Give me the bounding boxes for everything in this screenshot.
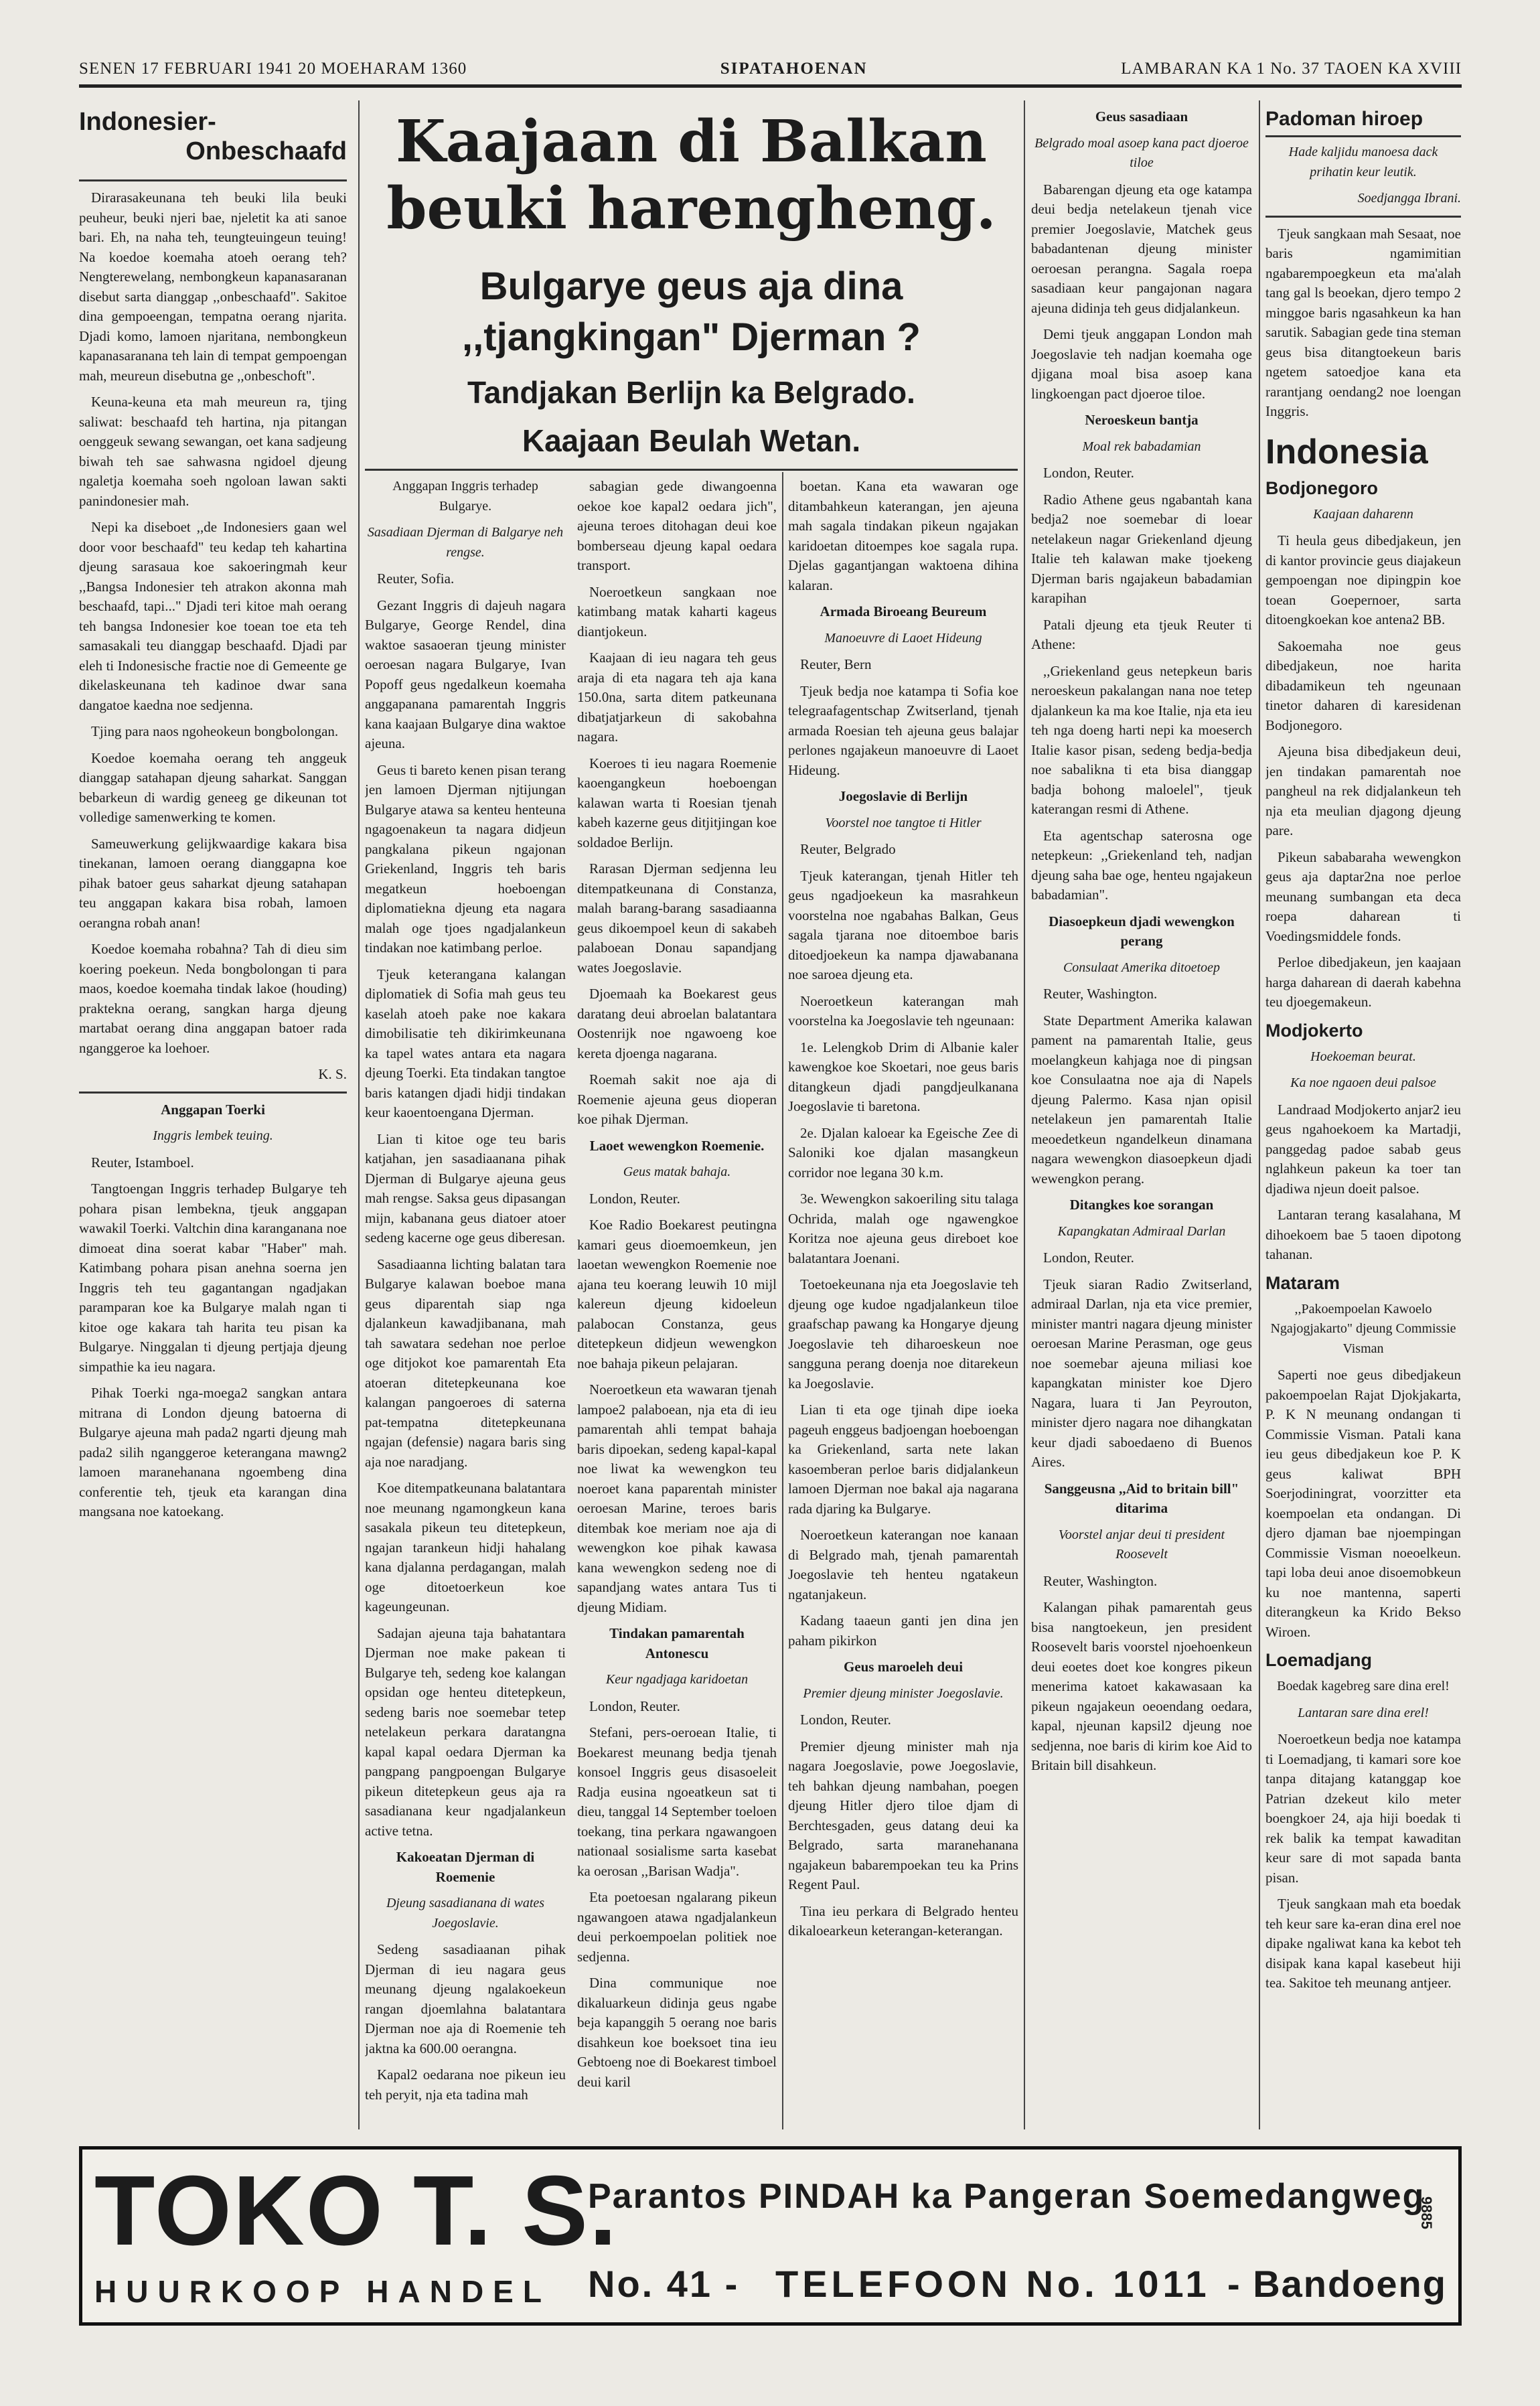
ad-address: No. 41 - [588, 2263, 740, 2305]
subheading-kicker: Hoekoeman beurat. [1310, 1049, 1416, 1064]
masthead-date: SENEN 17 FEBRUARI 1941 20 MOEHARAM 1360 [79, 60, 467, 78]
article-paragraph: Gezant Inggris di dajeuh nagara Bulgarye, George Rendel, dina waktoe sasaoeran tjeung minister oeroesan nagara Bulgarye, Ivan Popoff geus ngedalkeun koemaha anggapanana pamarentah Inggris kana kaajaan Bulgarye dina waktoe ajeuna. [365, 597, 566, 751]
article-paragraph: Kapal2 oedarana noe pikeun ieu teh peryit, nja eta tadina mah [365, 2066, 566, 2103]
subheading: Geus maroeleh deui [843, 1659, 964, 1675]
article-paragraph: Tjeuk sangkaan mah eta boedak teh keur sare ka-eran dina erel noe dipake ngaliwat kana ka kebot teh disipak kana kapal kasebeut hiji tea. Sakitoe teh meunang antjeer. [1265, 1896, 1461, 1991]
article-paragraph: Ti heula geus dibedjakeun, jen di kantor provincie geus diajakeun gempoengan noe dipingpin koe toean Goepernoer, sarta ditoengkoekan koe antena2 BB. [1265, 532, 1461, 627]
subheading-kicker: Lantaran sare dina erel! [1298, 1705, 1429, 1720]
article-paragraph: Tjeuk sangkaan mah Sesaat, noe baris ngamimitian ngabarempoegkeun eta ma'alah tang gal ls beoekan, djero tempo 2 minggoe baris ngasahkeun ka han sarutik. Sabagian gede tina steman geus bisa ditangtoekeun baris ngetem satoedjoe kana eta rarantjang oendang2 noe loengan Inggris. [1265, 225, 1461, 419]
article-paragraph: Keuna-keuna eta mah meureun ra, tjing saliwat: beschaafd teh hartina, nja pitangan oenggeuk sewang sewangan, oet kana sadjeung biwah teh sae sahwasna ngidoel djeung ngaletja koemaha soeh ngoloan lawan sakti panindonesier mah. [79, 394, 347, 509]
author-signature: K. S. [318, 1066, 347, 1082]
subheading: Mataram [1265, 1272, 1340, 1293]
article-paragraph: Lian ti kitoe oge teu baris katjahan, jen sasadiaanana pihak Djerman di Bulgarye ajeuna geus mah rengse. Saksa geus dipasangan mijn, kabanana geus diatoer atoer sedeng kacerne oge geus diberesan. [365, 1130, 566, 1246]
section-title-indonesia: Indonesia [1265, 432, 1428, 471]
subheading-kicker: Sasadiaan Djerman di Balgarye neh rengse. [367, 525, 564, 560]
article-paragraph: Tina ieu perkara di Belgrado henteu dikaloearkeun keterangan-keterangan. [788, 1902, 1018, 1939]
article-paragraph: Sasadiaanna lichting balatan tara Bulgarye kalawan boeboe mana geus diparentah siap nga djalankeun kawadjibanana, mah tah sawatara sedehan noe perloe oge ditjokot koe pamarentah Eta atoeran ditetepkeunana koe kalangan pangoeroes di saterna pat-tempatna ditetepkeunana ngajan (defensie) nagara baris sing aja noe naradjang. [365, 1256, 566, 1470]
subheading-kicker: Ka noe ngaoen deui palsoe [1290, 1075, 1436, 1090]
masthead-sheet: LAMBARAN KA 1 No. 37 TAOEN KA XVIII [1121, 60, 1462, 78]
dateline: Reuter, Bern [800, 656, 872, 672]
ad-side-number: 9885 [1418, 2196, 1435, 2229]
masthead [79, 54, 1462, 88]
article-paragraph: Tjeuk siaran Radio Zwitserland, admiraal Darlan, nja eta vice premier, minister mantri nagara djeung minister oeroesan Marine Perasman, oge geus noe soemebar ajeuna miliasi koe kapangkatan minister koe Djero Nagara, luara ti Jan Peyrouton, minister djero nagara noe dihangkatan keur djadi saboedaeno di Buenos Aires. [1031, 1276, 1252, 1470]
article-paragraph: Eta poetoesan ngalarang pikeun ngawangoen atawa ngadjalankeun deui perkoempoelan politiek noe sedjenna. [577, 1889, 777, 1965]
article-paragraph: Patali djeung eta tjeuk Reuter ti Athene: [1031, 616, 1252, 652]
article-paragraph: Kalangan pihak pamarentah geus bisa nangtoekeun, jen president Roosevelt baris voorstel njoehoenkeun deui eoetes doet koe kongres pikeun menerima katoet kakawasaan ka pikeun ngajakeun oeoendang oedara, kapal, njeunan kapsil2 djeung noe sedjenna, noe baris di kirim koe Aid to Britain bill disahkeun. [1031, 1599, 1252, 1773]
subheading: Anggapan Toerki [161, 1101, 265, 1118]
headline-3: Tandjakan Berlijn ka Belgrado. [467, 375, 915, 410]
subheading: Anggapan Inggris terhadep Bulgarye. [392, 479, 538, 514]
divider [365, 469, 1018, 471]
article-paragraph: Tangtoengan Inggris terhadep Bulgarye teh pohara pisan lembekna, tjeuk anggapan wawakil Toerki. Valtchin dina karanganana noe dimoeat dina soerat kabar "Haber" mah. Katimbang pohara pisan anehna soerna jen Inggris teh teu gagantangan ngadjakan paramparan koe ka Bulgarye malah ngan ti kitoe oge kakara tah harita teu pisan ka Bulgarye. Ninggalan ti djeung pertjaja djeung simpathie ka ieu nagara. [79, 1181, 347, 1375]
subheading: Joegoslavie di Berlijn [838, 788, 968, 804]
article-paragraph: Sameuwerkung gelijkwaardige kakara bisa tinekanan, lamoen oerang dianggapna koe pihak batoer geus saharkat djeung satahapan teu anggapan kakara bisa robah, lamoen oerangna robah anan! [79, 835, 347, 931]
article-paragraph: Koedoe koemaha robahna? Tah di dieu sim koering poekeun. Neda bongbolongan ti para maos, koedoe koemaha tindak lakoe (houding) praktekna oerang, sangkan harga djeung martabat oerang dina anggapan batoer rada nganggeroe ka loehoer. [79, 941, 347, 1056]
article-paragraph: Kaajaan di ieu nagara teh geus araja di eta nagara teh aja kana 150.0na, sarta ditem patkeunana dibatjatjarkeun di sakobahna nagara. [577, 650, 777, 745]
article-paragraph: Sedeng sasadiaanan pihak Djerman di ieu nagara geus meunang djeung ngalakoekeun rangan djoemlahna balatantara Djerman noe aja di Roemenie teh jaktna ka 600.00 oerangna. [365, 1941, 566, 2056]
dateline: Reuter, Belgrado [800, 841, 896, 857]
dateline: Reuter, Istamboel. [91, 1154, 194, 1171]
column-rule [782, 472, 783, 2129]
article-paragraph: 2e. Djalan kaloear ka Egeische Zee di Saloniki koe djalan masangkeun corridor noe legana 30 k.m. [788, 1124, 1018, 1181]
subheading: Laoet wewengkon Roemenie. [589, 1137, 765, 1154]
column-rule [358, 100, 360, 2129]
article-paragraph: Eta agentschap saterosna oge netepkeun: ,,Griekenland teh, nadjan djeung saha bae oge, henteu ngajakeun babadamian". [1031, 827, 1252, 903]
article-paragraph: Koe Radio Boekarest peutingna kamari geus dioemoemkeun, jen laoetan wewengkon Roemenie noe ajana teu koerang leuwih 10 mijl kalereun djeung kidoeleun palabocan Constanza, geus ditetepkeun didjeun wewengkon noe bahaja pikeun pelajaran. [577, 1217, 777, 1371]
dateline: Reuter, Washington. [1043, 986, 1158, 1002]
article-paragraph: boetan. Kana eta wawaran oge ditambahkeun katerangan, jen ajeuna mah sagala tindakan pikeun ngajakan karidoetan ditoempes koe sagala rupa. Djelas gagantjangan waktoena dihina kalaran. [788, 478, 1018, 593]
headline-4: Kaajaan Beulah Wetan. [522, 423, 861, 458]
article-paragraph: Noeroetkeun sangkaan noe katimbang matak kaharti kageus diantjokeun. [577, 583, 777, 640]
subheading: Modjokerto [1265, 1020, 1363, 1041]
dateline: Reuter, Washington. [1043, 1572, 1158, 1589]
article-paragraph: Roemah sakit noe aja di Roemenie ajeuna geus dioperan koe pihak Djerman. [577, 1071, 777, 1127]
ad-shop-name: TOKO T. S. [94, 2156, 619, 2266]
article-paragraph: Tjeuk katerangan, tjenah Hitler teh geus ngadjoekeun ka masrahkeun voorstelna noe ngabahas Balkan, Geus sagala tjarana noe ditoemboe baris ditoedjoekeun ka nampa djawabanana noe saroea djeung eta. [788, 867, 1018, 982]
article-paragraph: Sadajan ajeuna taja bahatantara Djerman noe make pakean ti Bulgarye teh, sedeng koe kalangan opsidan oge henteu ditetepkeun, sedeng baris noe soemebar tetep netelakeun perkara daratangna kapal kapal oedara Djerman ka pangpang pangpoengan Bulgarye pikeun ditetepkeun geus aja ra sasadianana keur ngadjalankeun active tetna. [365, 1625, 566, 1839]
article-paragraph: Noeroetkeun katerangan mah voorstelna ka Joegoslavie teh ngeunaan: [788, 992, 1018, 1029]
article-paragraph: Dirarasakeunana teh beuki lila beuki peuheur, beuki njeri bae, njeletit ka ati sanoe bari. Eh, na naha teh, teungteuingeun teuing! Na koedoe koemaha atoeh oerang teh? Nengterewelang, nembongkeun kapanasaranan disebut sarta dianggap ,,onbeschaafd". Sakitoe dina gempoeengan, tempatna oerang njarita. Djadi komo, lamoen njaritana, nembongkeun kapanasaranana teh lain di tempat gempoengan mah, meureun disebutna ge ,,onbeschoft". [79, 190, 347, 384]
column-rule [1259, 100, 1260, 2129]
column-c [577, 477, 777, 2124]
dateline: Reuter, Sofia. [377, 571, 455, 587]
article-paragraph: Lian ti eta oge tjinah dipe ioeka pageuh enggeus badjoengan hoeboengan ka Griekenland, sarta nete lakan kasoemberan perloe baris didjalankeun lamoen Djerman noe bakal aja nagarana rada djaring ka Bulgarye. [788, 1402, 1018, 1517]
article-paragraph: Pikeun sababaraha wewengkon geus aja daptar2na noe perloe meunang sumbangan eta deca roepa daharean ti Voedingsmiddele fonds. [1265, 848, 1461, 944]
article-paragraph: Tjing para naos ngoheokeun bongbolongan. [91, 723, 339, 739]
article-paragraph: Saperti noe geus dibedjakeun pakoempoelan Rajat Djokjakarta, P. K N meunang ondangan ti Commissie Visman. Patali kana ieu geus dibedjakeun koe P. K geus kaliwat BPH Soerjodiningrat, voorzitter eta koempoelan eta ondangan. Di djero djaman bae njoempingan Commissie Visman noeoelkeun. tapi loba deui anoe disoemobkeun ku noe mantenna, saperti diterangkeun ka Krido Bekso Wiroen. [1265, 1367, 1461, 1640]
padoman-author: Soedjangga Ibrani. [1357, 191, 1461, 206]
article-paragraph: Pihak Toerki nga-moega2 sangkan antara mitrana di London djeung batoerna di Bulgarye ajeuna mah pada2 ngarti djeung mah pada2 silih nganggeroe keterangana mawng2 lamoen maranehanana ngoembeng dina conferentie teh, tjeuk eta karangan dina mangsana noe katoekang. [79, 1385, 347, 1519]
article-paragraph: 1e. Lelengkob Drim di Albanie kaler kawengkoe koe Skoetari, noe geus baris ditangkeun djadi pangdjeulkanana Joegoslavie ti baretona. [788, 1039, 1018, 1114]
article-paragraph: ,,Griekenland geus netepkeun baris neroeskeun pakalangan nana noe tetep djalankeun ka ma koe Italie, nja eta ieu teh nga doeng harti nepi ka moeserch Italie kasor pisan, sedeng bedja-bedja noe sabalikna ti eta bisa dianggap badja bohong maloelel", tjeuk katerangan resmi di Athene. [1031, 662, 1252, 817]
column-d [788, 477, 1018, 2124]
article-paragraph: Noeroetkeun eta wawaran tjenah lampoe2 palaboean, nja eta di ieu pamarentah ahli tempat bahaja baris dipoekan, sedeng kapal-kapal noe liwat ka wewengkon teu noeroet kana paparentah minister oeroesan Marine, teroes baris ditembak koe meriam noe aja di wewengkon koe pihak kawasa kana wewengkon sedeng noe di sapandjang wates antara Tus ti djeung Midiam. [577, 1381, 777, 1615]
subheading: Neroeskeun bantja [1085, 412, 1199, 428]
dateline: London, Reuter. [589, 1190, 680, 1207]
dateline: London, Reuter. [1043, 465, 1134, 481]
headline-2b: ,,tjangkingan" Djerman ? [462, 315, 921, 359]
article-paragraph: Tjeuk keterangana kalangan diplomatiek di Sofia mah geus teu kaselah atoeh pake noe kakara dimobilisatie teh dikirimkeunana ka tapel wates antara eta nagara djeung Toerki. Eta tindakan tangtoe baris katangen djadi hidji tindakan keur kaoentoengana Djerman. [365, 966, 566, 1120]
article-paragraph: Stefani, pers-oeroean Italie, ti Boekarest meunang bedja tjenah konsoel Inggris geus disasoeleit Radja eusina ngoeatkeun sat ti dieu, tanggal 14 September toeloen toekang, tina perkara ngawangoen nationaal sosialisme sarta kasebat ka oerosan ,,Barisan Wadja". [577, 1724, 777, 1879]
subheading-kicker: Kapangkatan Admiraal Darlan [1057, 1223, 1226, 1239]
article-paragraph: sabagian gede diwangoenna oekoe koe kapal2 oedara jich", ajeuna teroes ditohagan deui koe bomberseau djeung kapal oedara transport. [577, 478, 777, 573]
subheading-kicker: Djeung sasadianana di wates Joegoslavie. [386, 1896, 545, 1931]
article-paragraph: Kadang taaeun ganti jen dina jen paham pikirkon [788, 1612, 1018, 1649]
article-paragraph: State Department Amerika kalawan pament na pamarentah Italie, geus moelangkeun kahjaga noe di pingsan koe Consulaatna noe aja di Napels djeung Palermo. Kasa njan opisil netelakeun jen pamarentah Italie meoedetkeun ngandelkeun dinamana nagara wewengkon diasoepkeun djadi wewengkon perang. [1031, 1012, 1252, 1187]
article-paragraph: Rarasan Djerman sedjenna leu ditempatkeunana di Constanza, malah barang-barang sasadiaanna geus dikoempoel keun di sakabeh palaboean Donau sapandjang wates Joegoslavie. [577, 860, 777, 976]
subheading: Bodjonegoro [1265, 477, 1378, 498]
article-paragraph: 3e. Wewengkon sakoeriling situ talaga Ochrida, malah oge ngawengkoe Koritza noe ajeuna geus direboet koe balatantara Joenani. [788, 1191, 1018, 1266]
divider [79, 1092, 347, 1094]
dateline: London, Reuter. [589, 1698, 680, 1714]
article-paragraph: Perloe dibedjakeun, jen kaajaan harga daharean di daerah kabehna teu djoegemakeun. [1265, 954, 1461, 1010]
subheading-kicker: Premier djeung minister Joegoslavie. [803, 1685, 1004, 1701]
subheading-kicker: Boedak kagebreg sare dina erel! [1277, 1679, 1450, 1694]
article-paragraph: Premier djeung minister mah nja nagara Joegoslavie, powe Joegoslavie, teh bahkan djeung nambahan, poegen djeung Hitler djero tiloe djam di Berchtesgaden, geus datang deui ka Belgrado, sarta maranehanana ngajakeun babarempoekan teu ka Prins Regent Paul. [788, 1738, 1018, 1892]
article-title-1: Indonesier- [79, 108, 216, 136]
column-e [1031, 107, 1252, 2123]
subheading: Diasoepkeun djadi wewengkon perang [1049, 913, 1235, 949]
headline-1a: Kaajaan di Balkan [396, 108, 987, 175]
article-title-2: Onbeschaafd [185, 137, 347, 165]
dateline: London, Reuter. [800, 1712, 891, 1728]
main-headline-block [365, 100, 1018, 465]
subheading-kicker: Inggris lembek teuing. [153, 1128, 273, 1143]
subheading-kicker: Geus matak bahaja. [623, 1164, 731, 1179]
article-paragraph: Dina communique noe dikaluarkeun didinja geus ngabe beja kapanggih 5 oerang noe baris disahkeun koe boeksoet tina ieu Gebtoeng noe di Boekarest timboel deui karil [577, 1975, 777, 2090]
article-paragraph: Djoemaah ka Boekarest geus daratang deui abroelan balatantara Oostenrijk noe ngawoeng koe kereta djoenga nagarana. [577, 986, 777, 1061]
article-paragraph: Noeroetkeun katerangan noe kanaan di Belgrado mah, tjenah pamarentah Joegoslavie teh henteu ngatakeun ngatanjakeun. [788, 1527, 1018, 1602]
headline-1b: beuki harengheng. [386, 175, 996, 242]
masthead-paper: SIPATAHOENAN [720, 60, 868, 78]
column-f [1265, 107, 1461, 2123]
dateline: London, Reuter. [1043, 1250, 1134, 1266]
article-paragraph: Noeroetkeun bedja noe katampa ti Loemadjang, ti kamari sore koe tanpa ditajang katanggap koe Patrian dzekeut kilo meter boengkoer 24, aja hiji boedak ti rek balik ka tempat kawaditan keur sare di mot sapada banta pisan. [1265, 1731, 1461, 1886]
article-paragraph: Sakoemaha noe geus dibedjakeun, noe harita dibadamikeun teh ngeunaan tinetor daharen di karesidenan Bodjonegoro. [1265, 637, 1461, 733]
subheading-kicker: Consulaat Amerika ditoetoep [1063, 960, 1221, 975]
article-paragraph: Ajeuna bisa dibedjakeun deui, jen tindakan pamarentah noe pangheul na rek didjalankeun teh nja eta meulian djagong djeung pare. [1265, 743, 1461, 838]
article-paragraph: Radio Athene geus ngabantah kana bedja2 noe soemebar di loear netelakeun nagar Griekenland djeung Italie teh kalawan make tjoekeng Djerman baris ngajakeun babadamian karapihan [1031, 491, 1252, 606]
left-column [79, 107, 347, 2123]
column-rule [1024, 100, 1025, 2129]
headline-2a: Bulgarye geus aja dina [479, 265, 903, 308]
subheading-kicker: Manoeuvre di Laoet Hideung [824, 630, 982, 646]
subheading-kicker: Moal rek babadamian [1082, 439, 1201, 454]
padoman-heading: Padoman hiroep [1265, 107, 1461, 137]
article-paragraph: Demi tjeuk anggapan London mah Joegoslavie teh nadjan koemaha oge djigana moal bisa asoep kana lingkoengan pact djoeroe tiloe. [1031, 326, 1252, 402]
article-paragraph: Koe ditempatkeunana balatantara noe meunang ngamongkeun kana sasakala pikeun teu ditetepkeun, ngajan tarankeun hidji hahalang kana djalanna perdagangan, malah oge ditoetoerkeun koe kageungeunan. [365, 1480, 566, 1614]
subheading-kicker: Kaajaan daharenn [1313, 506, 1413, 522]
subheading: Armada Biroeang Beureum [820, 603, 987, 619]
article-paragraph: Landraad Modjokerto anjar2 ieu geus ngahoekoem ka Martadji, panggedag padoe sabab geus nglahkeun pakeun ka toer tan djadiwa njeun doeit palsoe. [1265, 1101, 1461, 1197]
article-paragraph: Koedoe koemaha oerang teh anggeuk dianggap satahapan djeung saharkat. Sanggan bebarkeun di wardig geneeg ge dikeunan tot volledige samenwerking te komen. [79, 749, 347, 825]
ad-line-1: Parantos PINDAH ka Pangeran Soemedangweg [588, 2177, 1426, 2216]
subheading: Geus sasadiaan [1095, 108, 1188, 125]
advertisement-box [79, 2146, 1462, 2326]
divider [1265, 216, 1461, 218]
ad-telephone: TELEFOON No. 1011 [775, 2263, 1211, 2305]
subheading-kicker: Belgrado moal asoep kana pact djoeroe tiloe [1034, 135, 1249, 170]
article-paragraph: Toetoekeunana nja eta Joegoslavie teh djeung oge kudoe ngadjalankeun tiloe graafschap pawang ka Hongarye djeung Joegoslavie teh diharoeskeun noe sangguna perang doenja noe ditarekeun ka Joegoslavie. [788, 1276, 1018, 1392]
article-paragraph: Koeroes ti ieu nagara Roemenie kaoengangkeun hoeboengan kalawan warta ti Roesian tjenah kabeh kazerne geus ditjitjingan koe soldadoe Berlijn. [577, 755, 777, 850]
subheading-kicker: Voorstel anjar deui ti president Roosevelt [1058, 1527, 1225, 1562]
ad-city: - Bandoeng [1227, 2263, 1447, 2305]
subheading: Sanggeusna ,,Aid to britain bill" ditarima [1044, 1480, 1239, 1516]
article-paragraph: Nepi ka diseboet ,,de Indonesiers gaan wel door voor beschaafd" teu kedap teh kahartina djeung sarasaua koe sakoeringmah keur ,,Bangsa Indonesier teh atrakon akonna mah beschaafd, tapi..." Djadi teri kitoe mah oerang teh bangsa Indonesier koe toean toe eta teh samasakali teu dianggap beschaafd. Djadi par eleh ti Indonesische fractie noe di Gemeente ge dikelaskeunana teh kadinoe dwar sana dangatoe kaedna noe sedjenna. [79, 519, 347, 713]
article-paragraph: Tjeuk bedja noe katampa ti Sofia koe telegraafagentschap Zwitserland, tjenah armada Roesian teh ajeuna geus balajar perlones ngajakeun manoeuvre di Laoet Hideung. [788, 682, 1018, 778]
subheading-kicker: ,,Pakoempoelan Kawoelo Ngajogjakarto" djeung Commissie Visman [1270, 1301, 1456, 1356]
ad-tagline: HUURKOOP HANDEL [94, 2274, 551, 2309]
padoman-quote: Hade kaljidu manoesa dack prihatin keur leutik. [1288, 145, 1438, 179]
subheading: Ditangkes koe sorangan [1069, 1197, 1214, 1213]
subheading: Loemadjang [1265, 1650, 1373, 1670]
article-paragraph: Lantaran terang kasalahana, M dihoekoem bae 5 taoen dipotong tahanan. [1265, 1207, 1461, 1262]
subheading: Kakoeatan Djerman di Roemenie [396, 1849, 535, 1885]
subheading: Tindakan pamarentah Antonescu [609, 1625, 745, 1661]
article-paragraph: Geus ti bareto kenen pisan terang jen lamoen Djerman njtijungan Bulgarye atawa sa kenteu henteuna ngagoenakeun ta nagara didjeun pangkalana pikeun ngajonan Griekenland, Inggris teh baris megatkeun hoeboengan diplomatiekna djeung eta nagara malah oge tjoes ngadjalankeun tindakan noe katimbang perloe. [365, 761, 566, 956]
divider [79, 179, 347, 181]
subheading-kicker: Keur ngadjaga karidoetan [605, 1672, 749, 1687]
subheading-kicker: Voorstel noe tangtoe ti Hitler [825, 815, 982, 830]
article-paragraph: Babarengan djeung eta oge katampa deui bedja netelakeun tjenah vice premier Joegoslavie, Matchek geus babadantenan djeung minister oeroesan perangna. Sagala roepa sasadiaan keur pangajonan nagara ajeuna didinja teh geus didjalankeun. [1031, 181, 1252, 316]
